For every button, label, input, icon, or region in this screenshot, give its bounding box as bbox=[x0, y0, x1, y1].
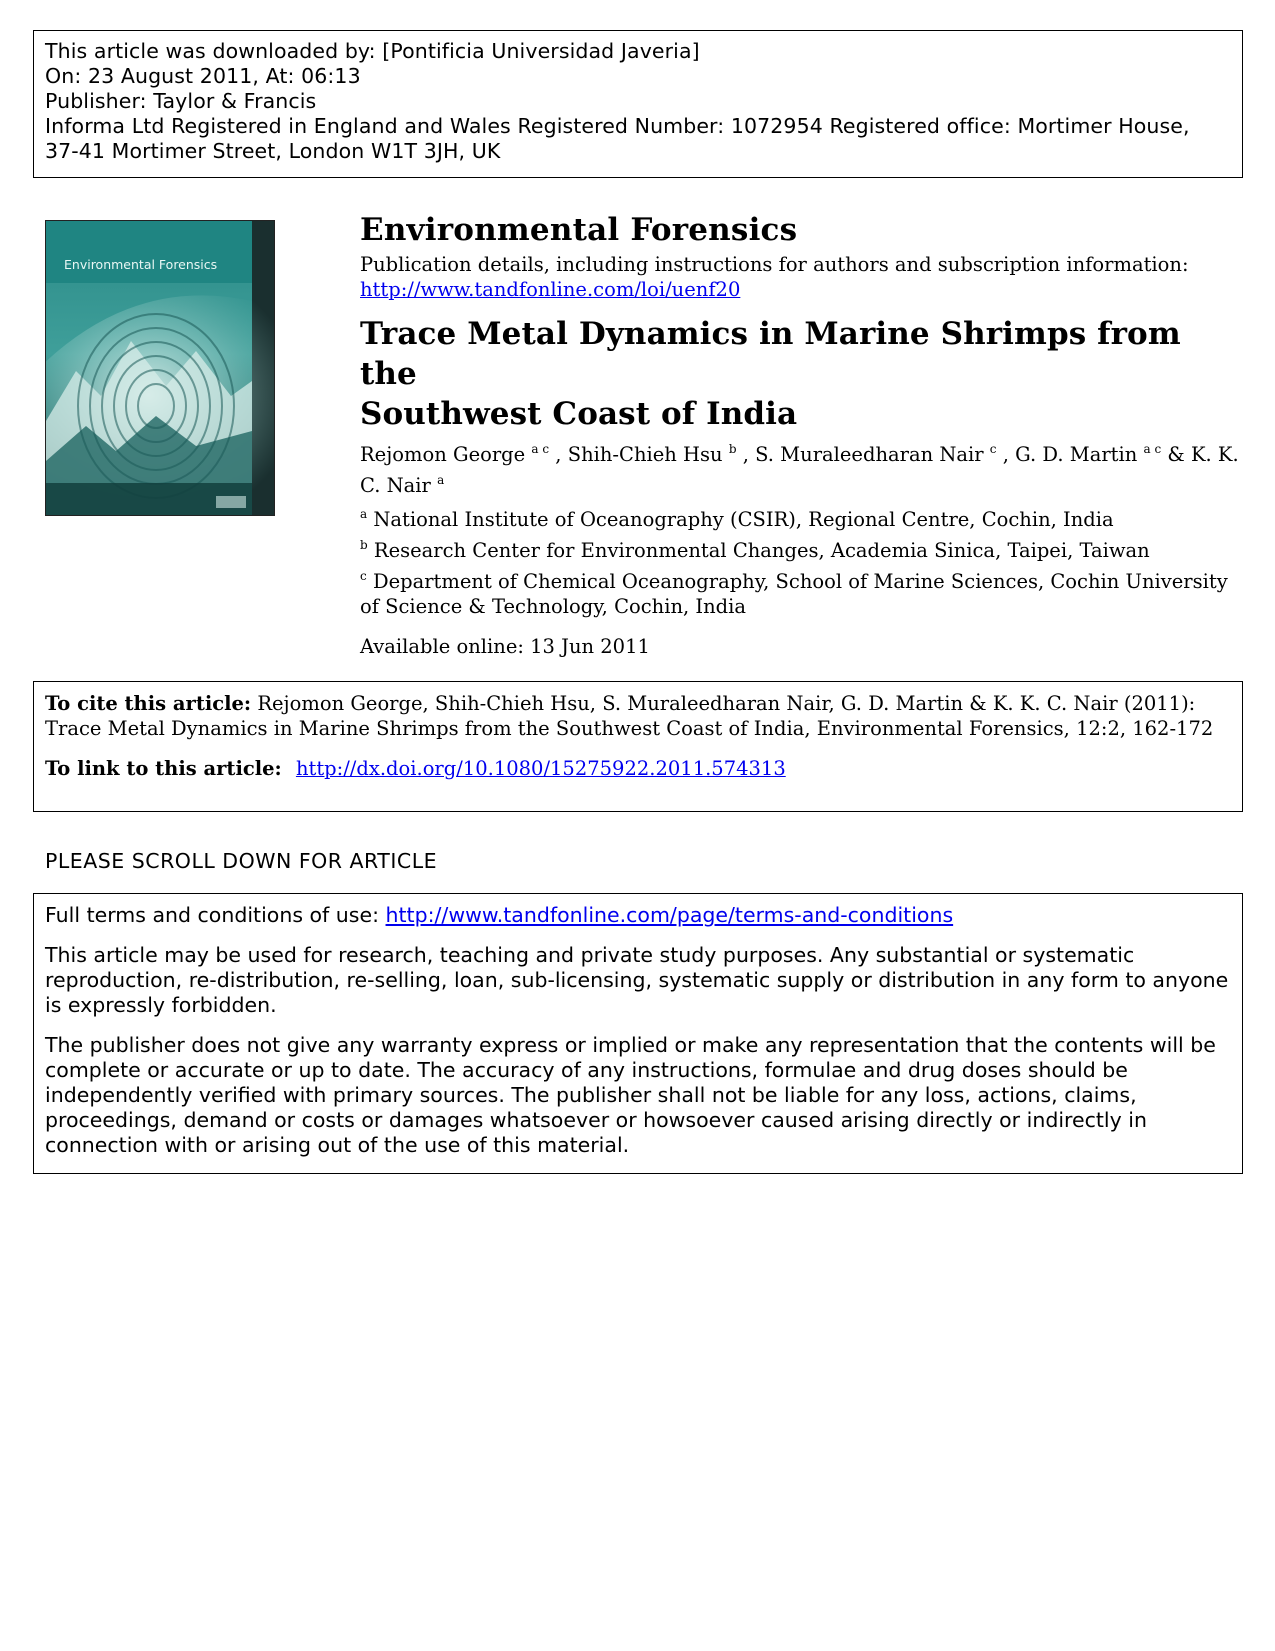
article-header bbox=[360, 210, 1240, 659]
journal-title: Environmental Forensics bbox=[360, 212, 798, 248]
author-name: Rejomon George bbox=[360, 443, 526, 466]
terms-header bbox=[45, 903, 1231, 928]
publisher-line: Publisher: Taylor & Francis bbox=[45, 89, 317, 113]
author-name: K. K. C. Nair bbox=[360, 443, 1239, 497]
affiliation-c bbox=[360, 569, 1240, 619]
author-separator: , bbox=[996, 443, 1016, 466]
article-link-row bbox=[45, 756, 1231, 781]
affiliation-text: National Institute of Oceanography (CSIR), Regional Centre, Cochin, India bbox=[373, 508, 1114, 531]
author-name: S. Muraleedharan Nair bbox=[755, 443, 984, 466]
author-name: G. D. Martin bbox=[1015, 443, 1138, 466]
download-date-line: On: 23 August 2011, At: 06:13 bbox=[45, 64, 361, 88]
cover-title: Environmental Forensics bbox=[64, 257, 218, 272]
publication-details: Publication details, including instructions for authors and subscription information: bbox=[360, 253, 1189, 276]
cite-label: To cite this article: bbox=[45, 692, 252, 715]
author-affiliation-marker: c bbox=[989, 442, 997, 456]
affiliation-marker: c bbox=[360, 569, 367, 583]
terms-link[interactable]: http://www.tandfonline.com/page/terms-and-conditions bbox=[385, 903, 954, 927]
registration-line-1: Informa Ltd Registered in England and Wales Registered Number: 1072954 Registered office: Mortimer House, bbox=[45, 114, 1190, 138]
cover-artwork bbox=[46, 221, 275, 516]
citation-box bbox=[33, 681, 1243, 812]
author-affiliation-marker: a c bbox=[531, 442, 550, 456]
doi-link[interactable]: http://dx.doi.org/10.1080/15275922.2011.574313 bbox=[295, 757, 786, 780]
citation-paragraph bbox=[45, 691, 1231, 741]
available-online-date: Available online: 13 Jun 2011 bbox=[360, 635, 650, 658]
link-label: To link to this article: bbox=[45, 757, 282, 780]
author-list bbox=[360, 439, 1240, 501]
affiliation-b bbox=[360, 538, 1240, 563]
affiliation-text: Research Center for Environmental Changes, Academia Sinica, Taipei, Taiwan bbox=[373, 539, 1150, 562]
terms-label: Full terms and conditions of use: bbox=[45, 903, 379, 927]
author-name: Shih-Chieh Hsu bbox=[567, 443, 723, 466]
terms-paragraph-warranty: The publisher does not give any warranty express or implied or make any representation that the contents will be complete or accurate or up to date. The accuracy of any instructions, formulae and drug doses should be independently verified with primary sources. The publisher shall not be liable for any loss, actions, claims, proceedings, demand or costs or damages whatsoever or howsoever caused arising directly or indirectly in connection with or arising out of the use of this material. bbox=[45, 1033, 1216, 1157]
affiliation-a bbox=[360, 507, 1240, 532]
author-affiliation-marker: a c bbox=[1143, 442, 1162, 456]
affiliation-text: Department of Chemical Oceanography, School of Marine Sciences, Cochin University of Science & Technology, Cochin, India bbox=[360, 570, 1228, 618]
affiliation-marker: a bbox=[360, 507, 368, 521]
article-title-line-1: Trace Metal Dynamics in Marine Shrimps from the bbox=[360, 316, 1181, 392]
author-separator: & bbox=[1161, 443, 1191, 466]
article-title bbox=[360, 314, 1240, 434]
journal-url-link[interactable]: http://www.tandfonline.com/loi/uenf20 bbox=[360, 278, 741, 301]
affiliation-marker: b bbox=[360, 538, 368, 552]
downloaded-by-line: This article was downloaded by: [Pontificia Universidad Javeria] bbox=[45, 39, 700, 63]
citation-text: Rejomon George, Shih-Chieh Hsu, S. Muraleedharan Nair, G. D. Martin & K. K. C. Nair (2011): Trace Metal Dynamics in Marine Shrimps from the Southwest Coast of India, Environmental Forensics, 12:2, 162-172 bbox=[45, 692, 1214, 740]
author-affiliation-marker: b bbox=[728, 442, 737, 456]
author-separator: , bbox=[736, 443, 756, 466]
journal-cover-image bbox=[45, 220, 275, 516]
author-affiliation-marker: a bbox=[437, 473, 445, 487]
article-title-line-2: Southwest Coast of India bbox=[360, 396, 798, 432]
terms-paragraph-usage: This article may be used for research, teaching and private study purposes. Any substantial or systematic reproduction, re-distribution, re-selling, loan, sub-licensing, systematic supply or distribution in any form to anyone is expressly forbidden. bbox=[45, 943, 1229, 1017]
download-info-box bbox=[33, 30, 1243, 178]
author-separator: , bbox=[549, 443, 568, 466]
scroll-down-notice: PLEASE SCROLL DOWN FOR ARTICLE bbox=[45, 849, 438, 873]
terms-box bbox=[33, 893, 1243, 1174]
registration-line-2: 37-41 Mortimer Street, London W1T 3JH, UK bbox=[45, 139, 501, 163]
